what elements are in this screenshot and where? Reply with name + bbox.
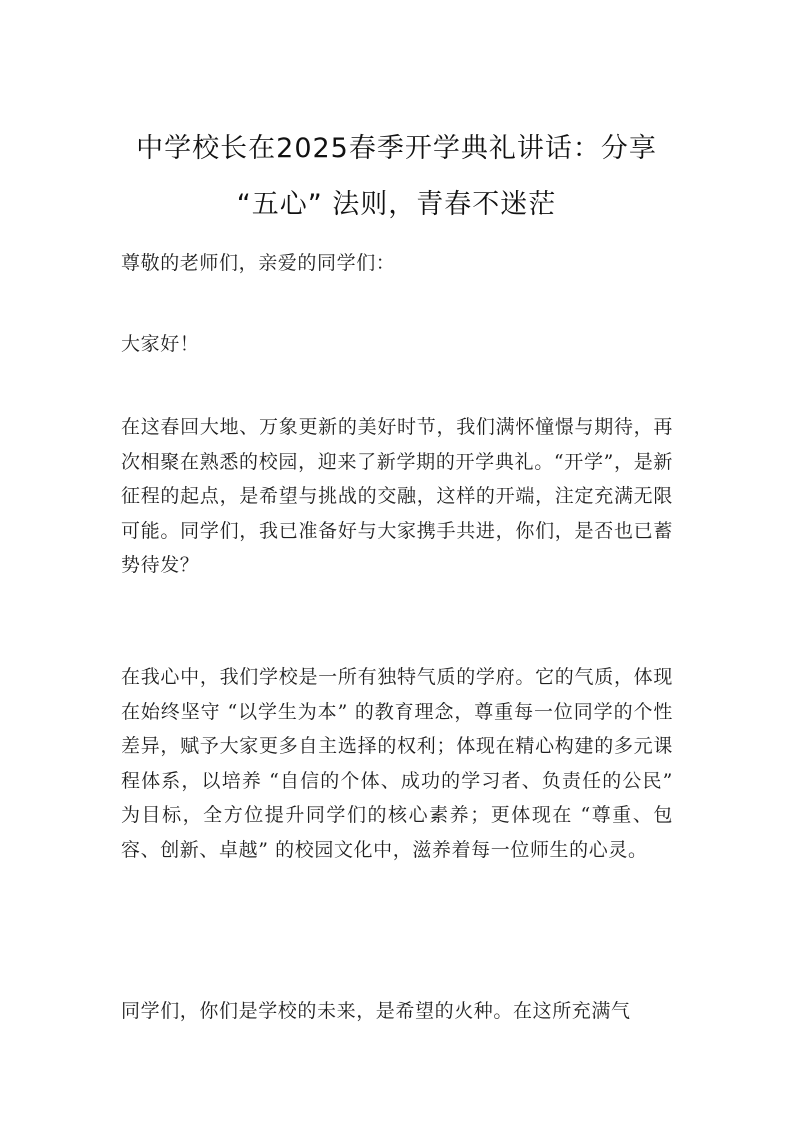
greeting-block <box>121 327 673 362</box>
paragraph-3: 同学们，你们是学校的未来，是希望的火种。在这所充满气 <box>121 1000 631 1022</box>
greeting-text: 大家好！ <box>121 333 200 355</box>
paragraph-1-block <box>121 410 673 583</box>
salutation-block <box>121 246 673 281</box>
paragraph-3-block <box>121 994 673 1029</box>
document-title <box>100 121 693 233</box>
title-line-1: 中学校长在2025春季开学典礼讲话：分享 <box>136 133 657 164</box>
paragraph-1: 在这春回大地、万象更新的美好时节，我们满怀憧憬与期待，再次相聚在熟悉的校园，迎来了新学期的开学典礼。“开学”，是新征程的起点，是希望与挑战的交融，这样的开端，注定充满无限可能。同学们，我已准备好与大家携手共进，你们，是否也已蓄势待发？ <box>121 416 673 576</box>
paragraph-2-block <box>121 660 673 867</box>
title-line-2: “五心” 法则，青春不迷茫 <box>236 189 557 220</box>
paragraph-2: 在我心中，我们学校是一所有独特气质的学府。它的气质，体现在始终坚守 “以学生为本” 的教育理念，尊重每一位同学的个性差异，赋予大家更多自主选择的权利；体现在精心构建的多元课程体系，以培养 “自信的个体、成功的学习者、负责任的公民” 为目标，全方位提升同学们的核心素养；更体现在 “尊重、包容、创新、卓越” 的校园文化中，滋养着每一位师生的心灵。 <box>121 666 673 861</box>
salutation-text: 尊敬的老师们，亲爱的同学们： <box>121 252 396 274</box>
